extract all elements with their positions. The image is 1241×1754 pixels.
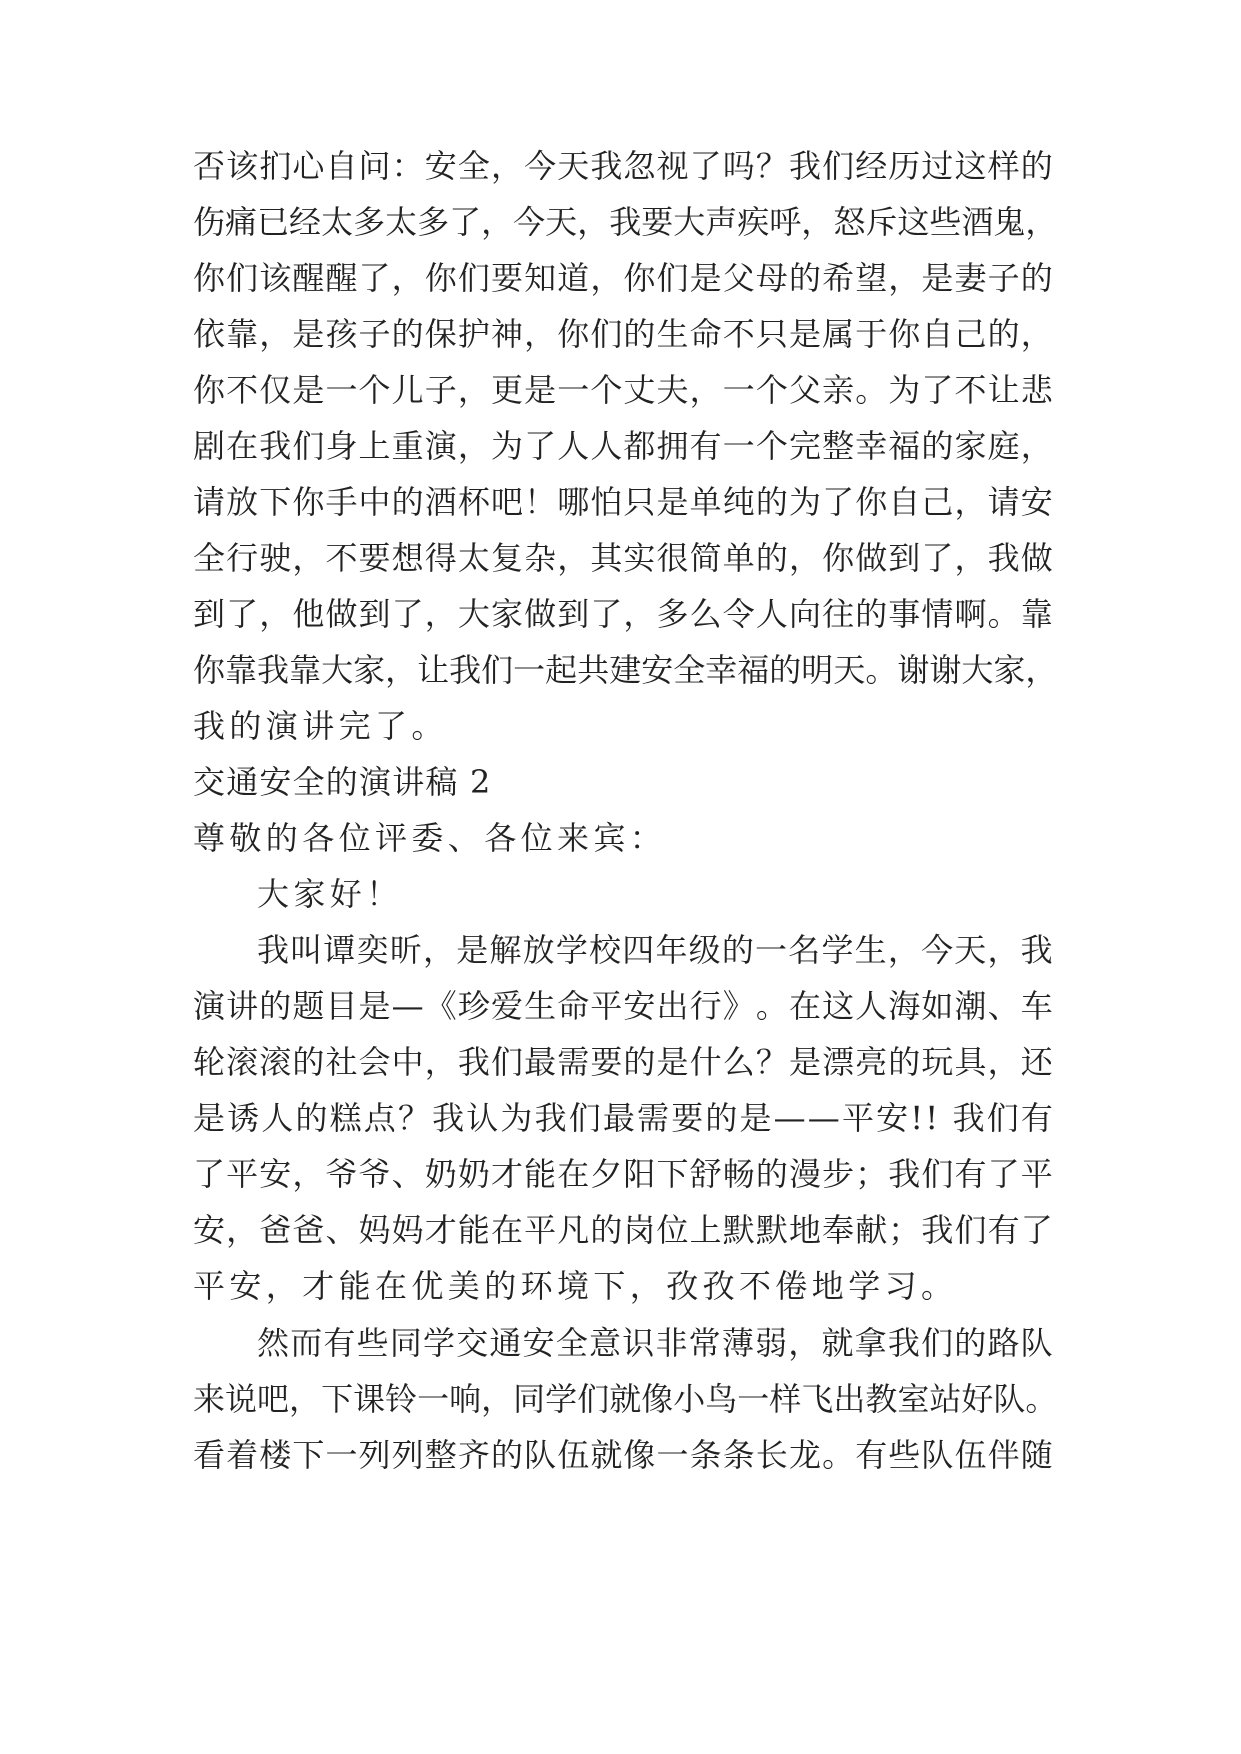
paragraph-line: 剧 在 我 们 身 上 重 演 ， 为 了 人 人 都 拥 有 一 个 完 整 幸 福 的 家 庭 ， bbox=[193, 427, 1053, 465]
paragraph-line: 我的演讲完了。 bbox=[193, 707, 448, 745]
paragraph-line: 依 靠 ， 是 孩 子 的 保 护 神 ， 你 们 的 生 命 不 只 是 属 于 你 自 己 的 ， bbox=[193, 315, 1053, 353]
paragraph-line: 平安，才能在优美的环境下，孜孜不倦地学习。 bbox=[193, 1267, 958, 1305]
paragraph-line: 你 们 该 醒 醒 了 ， 你 们 要 知 道 ， 你 们 是 父 母 的 希 望 ， 是 妻 子 的 bbox=[193, 259, 1053, 297]
section-heading: 交通安全的演讲稿 2 bbox=[193, 763, 492, 801]
paragraph-line: 了 平 安 ， 爷 爷 、 奶 奶 才 能 在 夕 阳 下 舒 畅 的 漫 步 ； 我 们 有 了 平 bbox=[193, 1155, 1053, 1193]
paragraph-line: 轮 滚 滚 的 社 会 中 ， 我 们 最 需 要 的 是 什 么 ？ 是 漂 亮 的 玩 具 ， 还 bbox=[193, 1043, 1053, 1081]
paragraph-line: 来 说 吧 ， 下 课 铃 一 响 ， 同 学 们 就 像 小 鸟 一 样 飞 出 教 室 站 好 队 。 bbox=[193, 1380, 1058, 1418]
paragraph-line: 然 而 有 些 同 学 交 通 安 全 意 识 非 常 薄 弱 ， 就 拿 我 们 的 路 队 bbox=[257, 1324, 1053, 1362]
paragraph-line: 全 行 驶 ， 不 要 想 得 太 复 杂 ， 其 实 很 简 单 的 ， 你 做 到 了 ， 我 做 bbox=[193, 539, 1053, 577]
paragraph-line: 你 靠 我 靠 大 家 ， 让 我 们 一 起 共 建 安 全 幸 福 的 明 天 。 谢 谢 大 家 ， bbox=[193, 651, 1058, 689]
paragraph-line: 到 了 ， 他 做 到 了 ， 大 家 做 到 了 ， 多 么 令 人 向 往 的 事 情 啊 。 靠 bbox=[193, 595, 1053, 633]
paragraph-line: 安 ， 爸 爸 、 妈 妈 才 能 在 平 凡 的 岗 位 上 默 默 地 奉 献 ； 我 们 有 了 bbox=[193, 1211, 1053, 1249]
paragraph-line: 演 讲 的 题 目 是 — 《 珍 爱 生 命 平 安 出 行 》 。 在 这 人 海 如 潮 、 车 bbox=[193, 987, 1053, 1025]
paragraph-line: 伤 痛 已 经 太 多 太 多 了 ， 今 天 ， 我 要 大 声 疾 呼 ， 怒 斥 这 些 酒 鬼 ， bbox=[193, 203, 1058, 241]
salutation: 尊敬的各位评委、各位来宾： bbox=[193, 819, 667, 857]
paragraph-line: 看 着 楼 下 一 列 列 整 齐 的 队 伍 就 像 一 条 条 长 龙 。 有 些 队 伍 伴 随 bbox=[193, 1436, 1053, 1474]
paragraph-line: 是 诱 人 的 糕 点 ？ 我 认 为 我 们 最 需 要 的 是 — — 平 安 ! ! 我 们 有 bbox=[193, 1099, 1053, 1137]
greeting: 大家好！ bbox=[257, 875, 403, 913]
paragraph-line: 否 该 扪 心 自 问 ： 安 全 ， 今 天 我 忽 视 了 吗 ？ 我 们 经 历 过 这 样 的 bbox=[193, 147, 1053, 185]
paragraph-line: 你 不 仅 是 一 个 儿 子 ， 更 是 一 个 丈 夫 ， 一 个 父 亲 。 为 了 不 让 悲 bbox=[193, 371, 1053, 409]
paragraph-line: 请 放 下 你 手 中 的 酒 杯 吧 ！ 哪 怕 只 是 单 纯 的 为 了 你 自 己 ， 请 安 bbox=[193, 483, 1053, 521]
paragraph-line: 我 叫 谭 奕 昕 ， 是 解 放 学 校 四 年 级 的 一 名 学 生 ， 今 天 ， 我 bbox=[257, 931, 1053, 969]
